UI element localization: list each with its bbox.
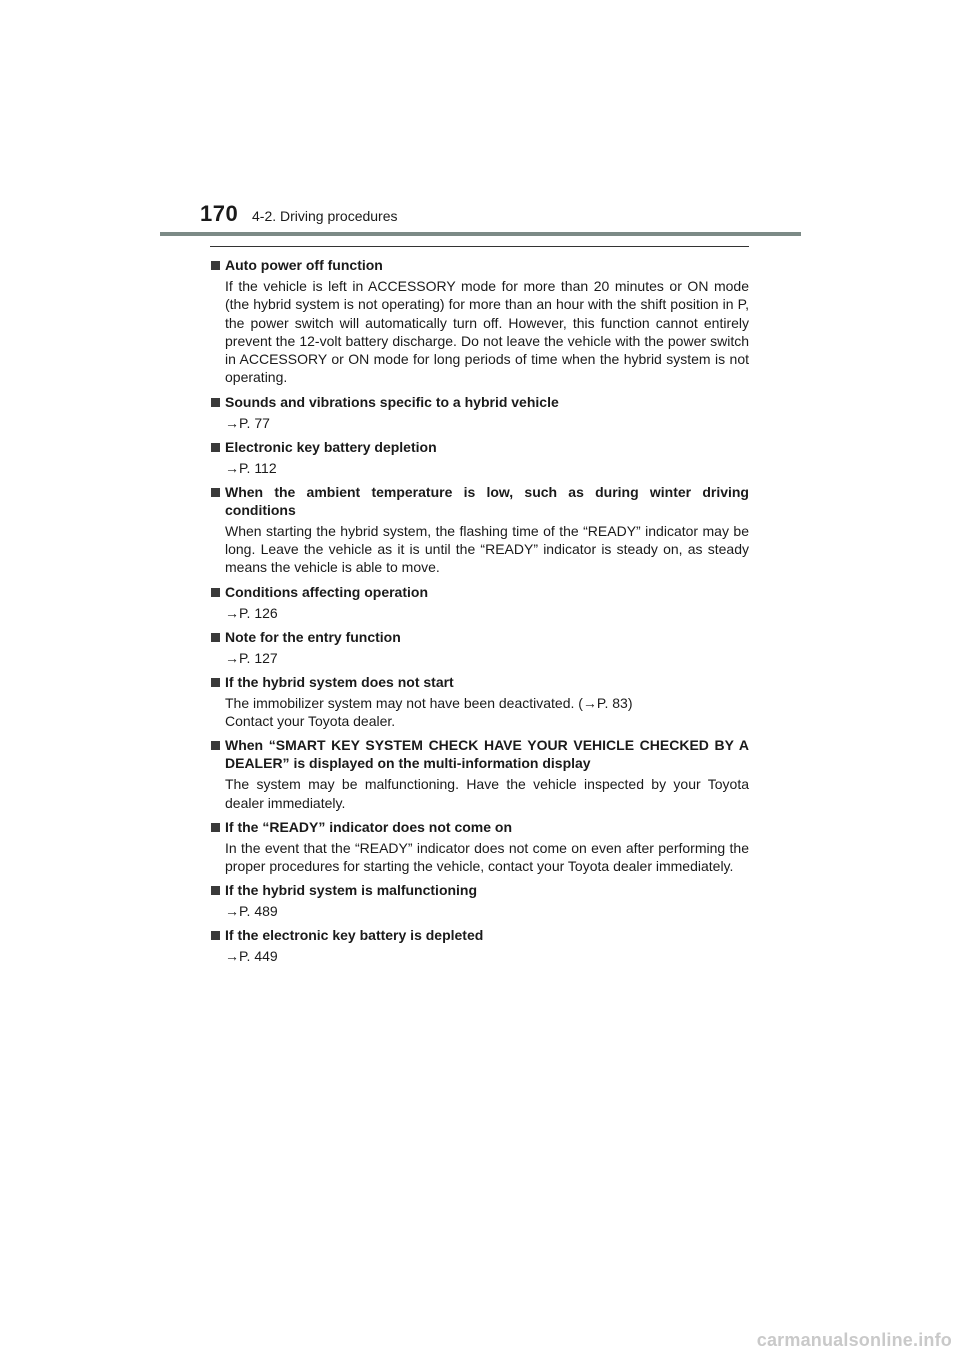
square-bullet-icon bbox=[211, 886, 220, 895]
square-bullet-icon bbox=[211, 823, 220, 832]
content-divider bbox=[210, 246, 749, 247]
page-reference-link[interactable]: →P. 489 bbox=[225, 903, 278, 920]
item-body-line: Contact your Toyota dealer. bbox=[225, 712, 396, 729]
square-bullet-icon bbox=[211, 633, 220, 642]
item-key-battery-depletion bbox=[210, 438, 749, 477]
item-system-not-start bbox=[210, 673, 749, 731]
item-heading bbox=[210, 736, 749, 772]
item-heading-text: When “SMART KEY SYSTEM CHECK HAVE YOUR VEHICLE CHECKED BY A DEALER” is displayed on the multi-information display bbox=[225, 737, 749, 772]
item-heading-text: If the “READY” indicator does not come on bbox=[225, 818, 513, 835]
item-ready-indicator bbox=[210, 818, 749, 876]
page-number: 170 bbox=[200, 201, 239, 226]
item-body: If the vehicle is left in ACCESSORY mode for more than 20 minutes or ON mode (the hybrid system is not operating) for more than an hour with the shift position in P, the power switch will automatically turn off. However, this function cannot entirely prevent the 12-volt battery discharge. Do not leave the vehicle with the power switch in ACCESSORY or ON mode for long periods of time when the hybrid system is not operating. bbox=[225, 278, 749, 386]
item-auto-power-off bbox=[210, 256, 749, 387]
item-body bbox=[210, 694, 749, 731]
item-system-malfunctioning bbox=[210, 881, 749, 920]
item-heading-text: Electronic key battery depletion bbox=[225, 438, 437, 455]
square-bullet-icon bbox=[211, 678, 220, 687]
page-reference-link[interactable]: →P. 126 bbox=[225, 604, 278, 621]
item-heading-text: Note for the entry function bbox=[225, 628, 401, 645]
item-heading-text: If the electronic key battery is depleted bbox=[225, 927, 484, 944]
item-heading bbox=[210, 438, 749, 456]
item-body: The system may be malfunctioning. Have the vehicle inspected by your Toyota dealer immediately. bbox=[225, 776, 749, 811]
item-body-line: The immobilizer system may not have been deactivated. (→P. 83) bbox=[225, 694, 633, 711]
item-heading-text: Conditions affecting operation bbox=[225, 583, 428, 600]
section-title: 4-2. Driving procedures bbox=[252, 208, 398, 224]
square-bullet-icon bbox=[211, 741, 220, 750]
item-heading bbox=[210, 628, 749, 646]
item-entry-function bbox=[210, 628, 749, 667]
square-bullet-icon bbox=[211, 443, 220, 452]
item-key-battery-depleted bbox=[210, 926, 749, 965]
page-reference-link[interactable]: →P. 127 bbox=[225, 649, 278, 666]
item-heading-text: When the ambient temperature is low, such as during winter driving conditions bbox=[225, 483, 749, 518]
square-bullet-icon bbox=[211, 398, 220, 407]
item-heading bbox=[210, 818, 749, 836]
square-bullet-icon bbox=[211, 488, 220, 497]
item-heading bbox=[210, 926, 749, 944]
item-heading bbox=[210, 393, 749, 411]
square-bullet-icon bbox=[211, 931, 220, 940]
page-content bbox=[210, 256, 749, 971]
item-heading bbox=[210, 673, 749, 691]
item-body: In the event that the “READY” indicator does not come on even after performing the proper procedures for starting the vehicle, contact your Toyota dealer immediately. bbox=[225, 839, 749, 875]
item-heading bbox=[210, 881, 749, 899]
item-heading-text: If the hybrid system is malfunctioning bbox=[225, 882, 478, 899]
item-sounds-vibrations bbox=[210, 393, 749, 432]
watermark: carmanualsonline.info bbox=[756, 1330, 952, 1350]
square-bullet-icon bbox=[211, 588, 220, 597]
header-rule bbox=[160, 232, 801, 236]
item-smart-key-check bbox=[210, 736, 749, 812]
item-heading-text: Auto power off function bbox=[225, 257, 383, 273]
page-reference-link[interactable]: →P. 77 bbox=[225, 414, 270, 431]
item-heading bbox=[210, 583, 749, 601]
item-body: When starting the hybrid system, the flashing time of the “READY” indicator may be long. Leave the vehicle as it is until the “READY” indicator is steady on, as steady means the vehicle is able to move. bbox=[225, 522, 749, 576]
item-low-temperature bbox=[210, 483, 749, 577]
item-heading bbox=[210, 483, 749, 519]
item-heading-text: Sounds and vibrations specific to a hybrid vehicle bbox=[225, 393, 559, 410]
square-bullet-icon bbox=[211, 261, 220, 270]
page-reference-link[interactable]: →P. 449 bbox=[225, 948, 278, 965]
item-heading bbox=[210, 256, 749, 274]
item-heading-text: If the hybrid system does not start bbox=[225, 673, 454, 690]
item-conditions-operation bbox=[210, 583, 749, 622]
page-reference-link[interactable]: →P. 112 bbox=[225, 459, 277, 476]
